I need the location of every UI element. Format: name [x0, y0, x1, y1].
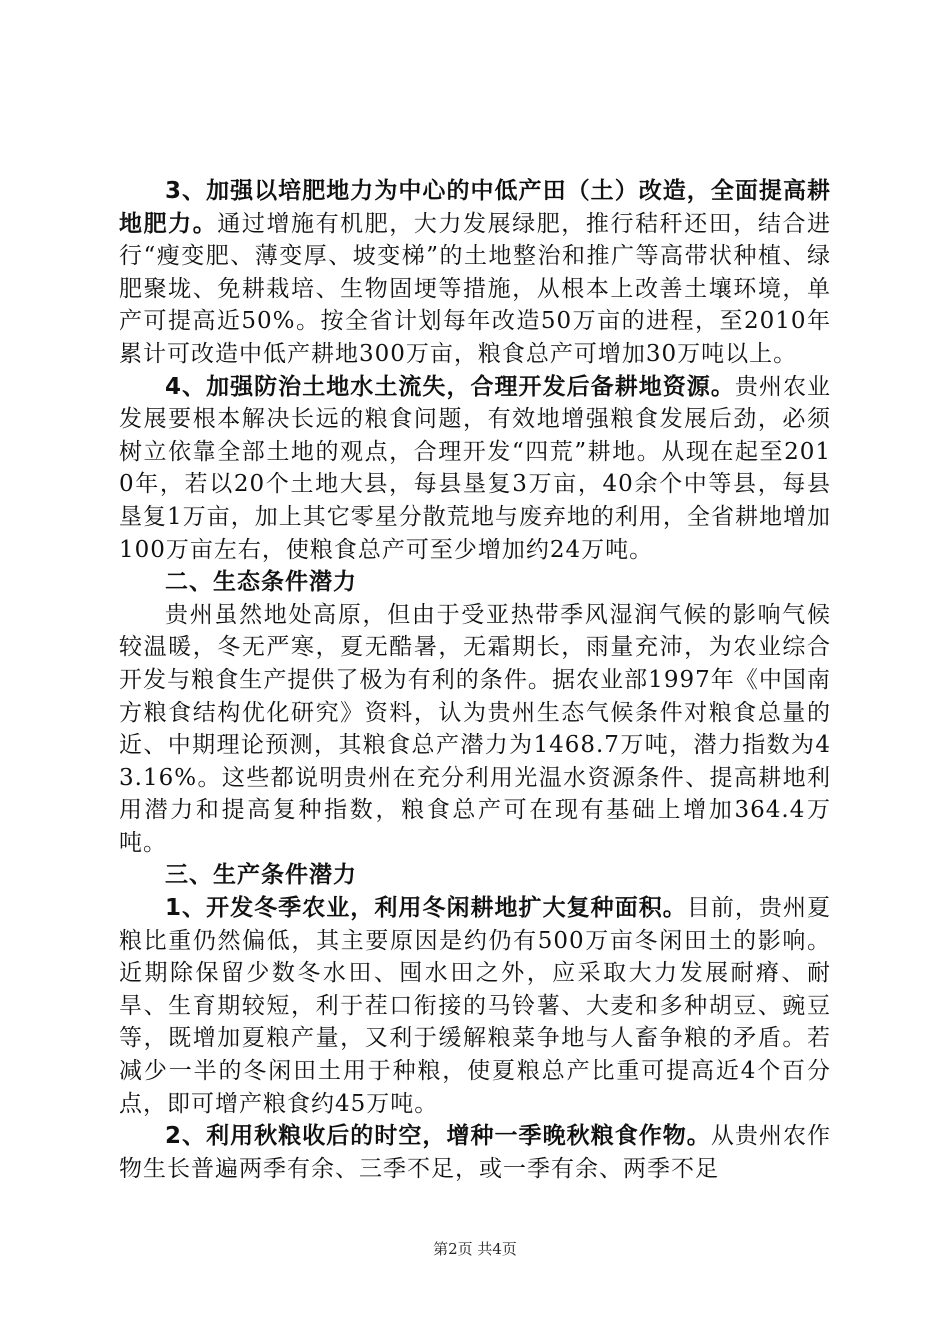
paragraph-text: 贵州农业发展要根本解决长远的粮食问题，有效地增强粮食发展后劲，必须树立依靠全部土地的观点，合理开发“四荒”耕地。从现在起至2010年，若以20个土地大县，每县垦复3万亩，40余个中等县，每县垦复1万亩，加上其它零星分散荒地与废弃地的利用，全省耕地增加100万亩左右，使粮食总产可至少增加约24万吨。: [119, 373, 832, 563]
paragraph-text: 通过增施有机肥，大力发展绿肥，推行秸秆还田，结合进行“瘦变肥、薄变厚、坡变梯”的土地整治和推广等高带状种植、绿肥聚垅、免耕栽培、生物固埂等措施，从根本上改善土壤环境，单产可提高近50%。按全省计划每年改造50万亩的进程，至2010年累计可改造中低产耕地300万亩，粮食总产可增加30万吨以上。: [119, 210, 832, 367]
document-body: [119, 175, 831, 1185]
section-heading-production: 三、生产条件潜力: [165, 862, 357, 889]
paragraph-text: 贵州虽然地处高原，但由于受亚热带季风湿润气候的影响气候较温暖，冬无严寒，夏无酷暑，无霜期长，雨量充沛，为农业综合开发与粮食生产提供了极为有利的条件。据农业部1997年《中国南方粮食结构优化研究》资料，认为贵州生态气候条件对粮食总量的近、中期理论预测，其粮食总产潜力为1468.7万吨，潜力指数为43.16%。这些都说明贵州在充分利用光温水资源条件、提高耕地利用潜力和提高复种指数，粮食总产可在现有基础上增加364.4万吨。: [119, 601, 831, 856]
paragraph-2-late-autumn-crop: [119, 1120, 831, 1185]
section-heading-ecological: 二、生态条件潜力: [165, 569, 357, 596]
paragraph-ecological-potential: [119, 599, 831, 860]
page-number-footer: 第2页 共4页: [433, 1240, 517, 1258]
paragraph-lead: 2、利用秋粮收后的时空，增种一季晚秋粮食作物。: [165, 1123, 711, 1150]
paragraph-4-erosion-control: [119, 371, 831, 567]
paragraph-text: 从贵州农作物生长普遍两季有余、三季不足，或一季有余、两季不足: [119, 1123, 831, 1182]
paragraph-text: 目前，贵州夏粮比重仍然偏低，其主要原因是约仍有500万亩冬闲田土的影响。近期除保留少数冬水田、囤水田之外，应采取大力发展耐瘠、耐旱、生育期较短，利于茬口衔接的马铃薯、大麦和多种胡豆、豌豆等，既增加夏粮产量，又利于缓解粮菜争地与人畜争粮的矛盾。若减少一半的冬闲田土用于种粮，使夏粮总产比重可提高近4个百分点，即可增产粮食约45万吨。: [119, 895, 831, 1117]
paragraph-3-soil-improvement: [119, 175, 831, 371]
paragraph-1-winter-agriculture: [119, 892, 831, 1120]
paragraph-lead: 1、开发冬季农业，利用冬闲耕地扩大复种面积。: [165, 895, 687, 922]
paragraph-lead: 4、加强防治土地水土流失，合理开发后备耕地资源。: [165, 373, 735, 400]
paragraph-lead: 3、加强以培肥地力为中心的中低产田（土）改造，全面提高耕地肥力。: [119, 178, 831, 237]
